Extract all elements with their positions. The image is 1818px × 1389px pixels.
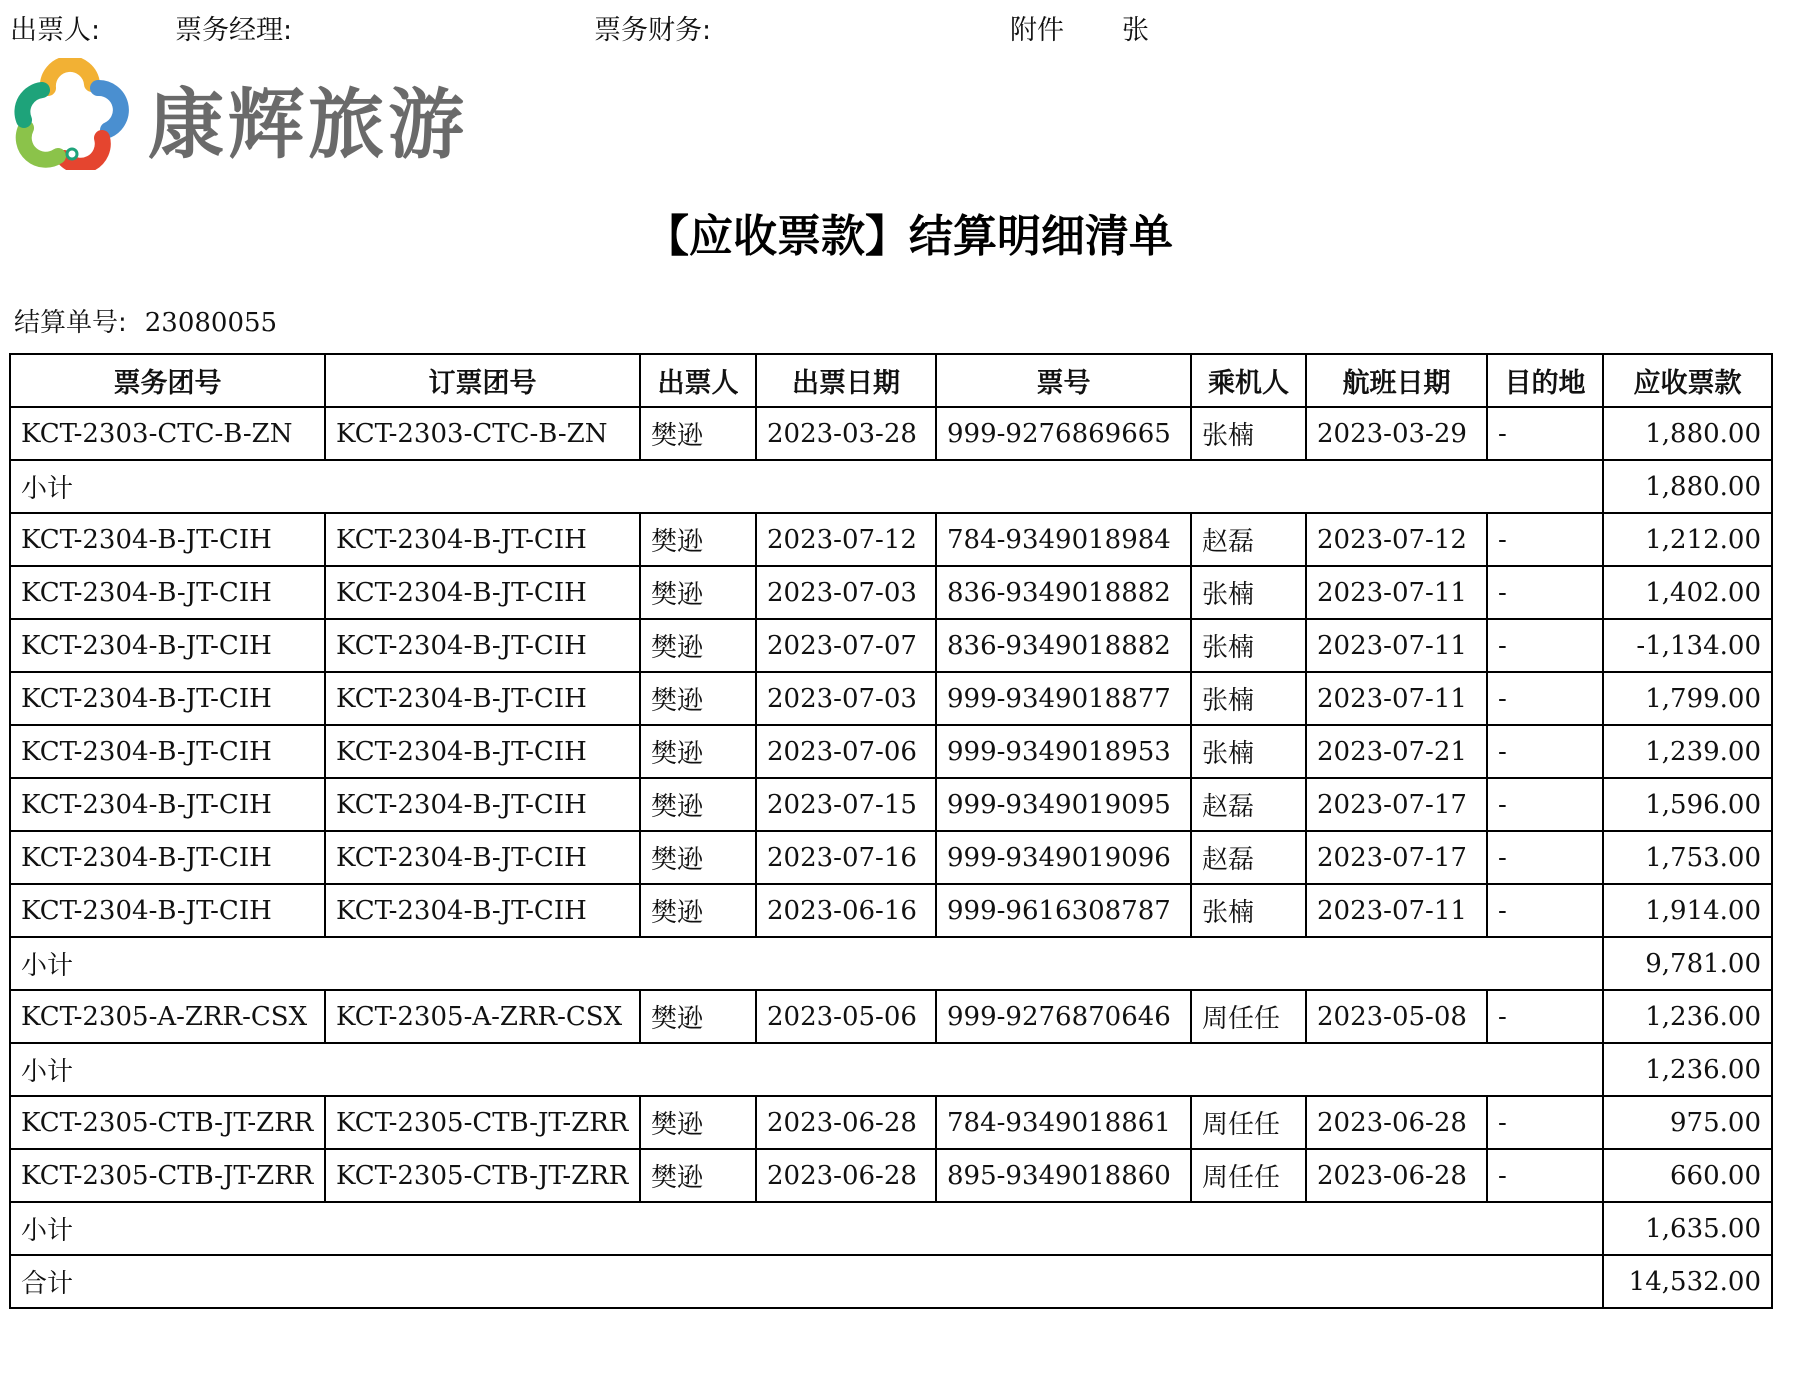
table-row xyxy=(10,1096,1772,1149)
subtotal-row xyxy=(10,1202,1772,1255)
cell-amount-receivable: 1,402.00 xyxy=(1603,566,1772,619)
subtotal-amount: 1,880.00 xyxy=(1603,460,1772,513)
cell-flight-date: 2023-03-29 xyxy=(1306,407,1487,460)
cell-passenger: 周任任 xyxy=(1191,1149,1306,1202)
table-row xyxy=(10,778,1772,831)
cell-ticket-no: 999-9616308787 xyxy=(936,884,1191,937)
cell-ticket-no: 999-9276870646 xyxy=(936,990,1191,1043)
cell-ticket-no: 895-9349018860 xyxy=(936,1149,1191,1202)
table-row xyxy=(10,725,1772,778)
cell-destination: - xyxy=(1487,672,1603,725)
cell-issuer: 樊逊 xyxy=(640,1096,756,1149)
cell-amount-receivable: 1,596.00 xyxy=(1603,778,1772,831)
cell-flight-date: 2023-07-11 xyxy=(1306,619,1487,672)
table-body xyxy=(10,407,1772,1308)
total-row xyxy=(10,1255,1772,1308)
header-ticket-group-no: 票务团号 xyxy=(10,354,325,407)
cell-booking-group-no: KCT-2303-CTC-B-ZN xyxy=(325,407,640,460)
cell-amount-receivable: 1,212.00 xyxy=(1603,513,1772,566)
cell-ticket-no: 999-9349019096 xyxy=(936,831,1191,884)
cell-issuer: 樊逊 xyxy=(640,990,756,1043)
header-booking-group-no: 订票团号 xyxy=(325,354,640,407)
cell-amount-receivable: 975.00 xyxy=(1603,1096,1772,1149)
cell-amount-receivable: 1,239.00 xyxy=(1603,725,1772,778)
cell-issue-date: 2023-07-03 xyxy=(756,672,936,725)
cell-booking-group-no: KCT-2304-B-JT-CIH xyxy=(325,831,640,884)
cell-booking-group-no: KCT-2304-B-JT-CIH xyxy=(325,672,640,725)
cell-ticket-no: 836-9349018882 xyxy=(936,619,1191,672)
header-flight-date: 航班日期 xyxy=(1306,354,1487,407)
subtotal-amount: 9,781.00 xyxy=(1603,937,1772,990)
subtotal-label: 小计 xyxy=(10,937,1603,990)
cell-amount-receivable: 1,914.00 xyxy=(1603,884,1772,937)
cell-ticket-group-no: KCT-2304-B-JT-CIH xyxy=(10,725,325,778)
cell-passenger: 赵磊 xyxy=(1191,831,1306,884)
table-row xyxy=(10,990,1772,1043)
cell-issuer: 樊逊 xyxy=(640,884,756,937)
cell-issue-date: 2023-06-28 xyxy=(756,1149,936,1202)
total-amount: 14,532.00 xyxy=(1603,1255,1772,1308)
cell-passenger: 张楠 xyxy=(1191,725,1306,778)
cell-issuer: 樊逊 xyxy=(640,566,756,619)
document-title: 【应收票款】结算明细清单 xyxy=(645,211,1173,262)
cell-destination: - xyxy=(1487,1096,1603,1149)
cell-issuer: 樊逊 xyxy=(640,778,756,831)
cell-amount-receivable: -1,134.00 xyxy=(1603,619,1772,672)
cell-ticket-group-no: KCT-2304-B-JT-CIH xyxy=(10,513,325,566)
cell-issue-date: 2023-07-12 xyxy=(756,513,936,566)
table-row xyxy=(10,831,1772,884)
cell-destination: - xyxy=(1487,990,1603,1043)
cell-amount-receivable: 1,753.00 xyxy=(1603,831,1772,884)
cell-destination: - xyxy=(1487,831,1603,884)
cell-issuer: 樊逊 xyxy=(640,619,756,672)
attachment-label: 附件 xyxy=(1010,15,1064,46)
cell-issue-date: 2023-07-07 xyxy=(756,619,936,672)
cell-booking-group-no: KCT-2304-B-JT-CIH xyxy=(325,884,640,937)
header-ticket-no: 票号 xyxy=(936,354,1191,407)
cell-flight-date: 2023-07-21 xyxy=(1306,725,1487,778)
ticket-finance-label: 票务财务: xyxy=(594,15,712,46)
cell-ticket-group-no: KCT-2304-B-JT-CIH xyxy=(10,672,325,725)
cell-ticket-group-no: KCT-2305-CTB-JT-ZRR xyxy=(10,1096,325,1149)
cell-ticket-group-no: KCT-2305-CTB-JT-ZRR xyxy=(10,1149,325,1202)
flower-logo-icon xyxy=(12,58,130,170)
cell-ticket-no: 999-9349018953 xyxy=(936,725,1191,778)
table-row xyxy=(10,566,1772,619)
cell-passenger: 张楠 xyxy=(1191,884,1306,937)
cell-destination: - xyxy=(1487,884,1603,937)
cell-issuer: 樊逊 xyxy=(640,672,756,725)
cell-amount-receivable: 1,799.00 xyxy=(1603,672,1772,725)
table-header-row xyxy=(10,354,1772,407)
cell-ticket-group-no: KCT-2304-B-JT-CIH xyxy=(10,884,325,937)
subtotal-amount: 1,635.00 xyxy=(1603,1202,1772,1255)
cell-ticket-no: 999-9276869665 xyxy=(936,407,1191,460)
cell-destination: - xyxy=(1487,778,1603,831)
cell-ticket-group-no: KCT-2303-CTC-B-ZN xyxy=(10,407,325,460)
subtotal-label: 小计 xyxy=(10,1202,1603,1255)
table-row xyxy=(10,1149,1772,1202)
cell-passenger: 周任任 xyxy=(1191,1096,1306,1149)
cell-booking-group-no: KCT-2304-B-JT-CIH xyxy=(325,566,640,619)
cell-destination: - xyxy=(1487,1149,1603,1202)
cell-booking-group-no: KCT-2304-B-JT-CIH xyxy=(325,513,640,566)
subtotal-row xyxy=(10,937,1772,990)
ticket-manager-label: 票务经理: xyxy=(175,15,293,46)
cell-passenger: 张楠 xyxy=(1191,407,1306,460)
cell-amount-receivable: 1,880.00 xyxy=(1603,407,1772,460)
cell-issuer: 樊逊 xyxy=(640,513,756,566)
settlement-detail-table xyxy=(9,353,1773,1309)
subtotal-row xyxy=(10,1043,1772,1096)
signature-row xyxy=(10,8,1210,52)
cell-flight-date: 2023-07-17 xyxy=(1306,831,1487,884)
cell-booking-group-no: KCT-2304-B-JT-CIH xyxy=(325,619,640,672)
cell-passenger: 周任任 xyxy=(1191,990,1306,1043)
cell-passenger: 张楠 xyxy=(1191,566,1306,619)
attachment-unit: 张 xyxy=(1122,15,1149,46)
cell-issue-date: 2023-03-28 xyxy=(756,407,936,460)
table-row xyxy=(10,884,1772,937)
cell-passenger: 张楠 xyxy=(1191,672,1306,725)
cell-ticket-group-no: KCT-2304-B-JT-CIH xyxy=(10,831,325,884)
cell-issue-date: 2023-07-06 xyxy=(756,725,936,778)
cell-flight-date: 2023-06-28 xyxy=(1306,1096,1487,1149)
header-issuer: 出票人 xyxy=(640,354,756,407)
table-row xyxy=(10,672,1772,725)
cell-flight-date: 2023-06-28 xyxy=(1306,1149,1487,1202)
subtotal-row xyxy=(10,460,1772,513)
issuer-label: 出票人: xyxy=(10,15,101,46)
cell-ticket-no: 784-9349018984 xyxy=(936,513,1191,566)
cell-flight-date: 2023-05-08 xyxy=(1306,990,1487,1043)
cell-issue-date: 2023-07-15 xyxy=(756,778,936,831)
cell-flight-date: 2023-07-11 xyxy=(1306,884,1487,937)
cell-ticket-group-no: KCT-2305-A-ZRR-CSX xyxy=(10,990,325,1043)
subtotal-label: 小计 xyxy=(10,460,1603,513)
cell-amount-receivable: 1,236.00 xyxy=(1603,990,1772,1043)
cell-issuer: 樊逊 xyxy=(640,1149,756,1202)
cell-passenger: 张楠 xyxy=(1191,619,1306,672)
cell-issuer: 樊逊 xyxy=(640,725,756,778)
cell-booking-group-no: KCT-2305-A-ZRR-CSX xyxy=(325,990,640,1043)
cell-issue-date: 2023-06-16 xyxy=(756,884,936,937)
cell-ticket-no: 784-9349018861 xyxy=(936,1096,1191,1149)
cell-flight-date: 2023-07-11 xyxy=(1306,566,1487,619)
cell-issue-date: 2023-06-28 xyxy=(756,1096,936,1149)
table-row xyxy=(10,513,1772,566)
company-logo xyxy=(12,58,532,170)
settlement-number-label: 结算单号: xyxy=(14,308,127,338)
settlement-number-line xyxy=(14,302,277,339)
cell-booking-group-no: KCT-2305-CTB-JT-ZRR xyxy=(325,1149,640,1202)
header-amount-receivable: 应收票款 xyxy=(1603,354,1772,407)
cell-ticket-no: 999-9349019095 xyxy=(936,778,1191,831)
cell-ticket-group-no: KCT-2304-B-JT-CIH xyxy=(10,778,325,831)
cell-passenger: 赵磊 xyxy=(1191,513,1306,566)
cell-issuer: 樊逊 xyxy=(640,407,756,460)
total-label: 合计 xyxy=(10,1255,1603,1308)
cell-destination: - xyxy=(1487,619,1603,672)
header-issue-date: 出票日期 xyxy=(756,354,936,407)
cell-issue-date: 2023-07-16 xyxy=(756,831,936,884)
cell-flight-date: 2023-07-11 xyxy=(1306,672,1487,725)
cell-booking-group-no: KCT-2304-B-JT-CIH xyxy=(325,778,640,831)
cell-destination: - xyxy=(1487,725,1603,778)
cell-issuer: 樊逊 xyxy=(640,831,756,884)
header-destination: 目的地 xyxy=(1487,354,1603,407)
cell-booking-group-no: KCT-2304-B-JT-CIH xyxy=(325,725,640,778)
cell-ticket-group-no: KCT-2304-B-JT-CIH xyxy=(10,619,325,672)
table-row xyxy=(10,619,1772,672)
cell-destination: - xyxy=(1487,566,1603,619)
company-logo-text: 康辉旅游 xyxy=(148,80,468,169)
cell-flight-date: 2023-07-12 xyxy=(1306,513,1487,566)
table-row xyxy=(10,407,1772,460)
cell-ticket-group-no: KCT-2304-B-JT-CIH xyxy=(10,566,325,619)
cell-destination: - xyxy=(1487,513,1603,566)
header-passenger: 乘机人 xyxy=(1191,354,1306,407)
cell-issue-date: 2023-05-06 xyxy=(756,990,936,1043)
cell-passenger: 赵磊 xyxy=(1191,778,1306,831)
subtotal-amount: 1,236.00 xyxy=(1603,1043,1772,1096)
cell-amount-receivable: 660.00 xyxy=(1603,1149,1772,1202)
cell-destination: - xyxy=(1487,407,1603,460)
cell-booking-group-no: KCT-2305-CTB-JT-ZRR xyxy=(325,1096,640,1149)
subtotal-label: 小计 xyxy=(10,1043,1603,1096)
cell-flight-date: 2023-07-17 xyxy=(1306,778,1487,831)
cell-issue-date: 2023-07-03 xyxy=(756,566,936,619)
settlement-number: 23080055 xyxy=(144,308,278,338)
cell-ticket-no: 999-9349018877 xyxy=(936,672,1191,725)
cell-ticket-no: 836-9349018882 xyxy=(936,566,1191,619)
